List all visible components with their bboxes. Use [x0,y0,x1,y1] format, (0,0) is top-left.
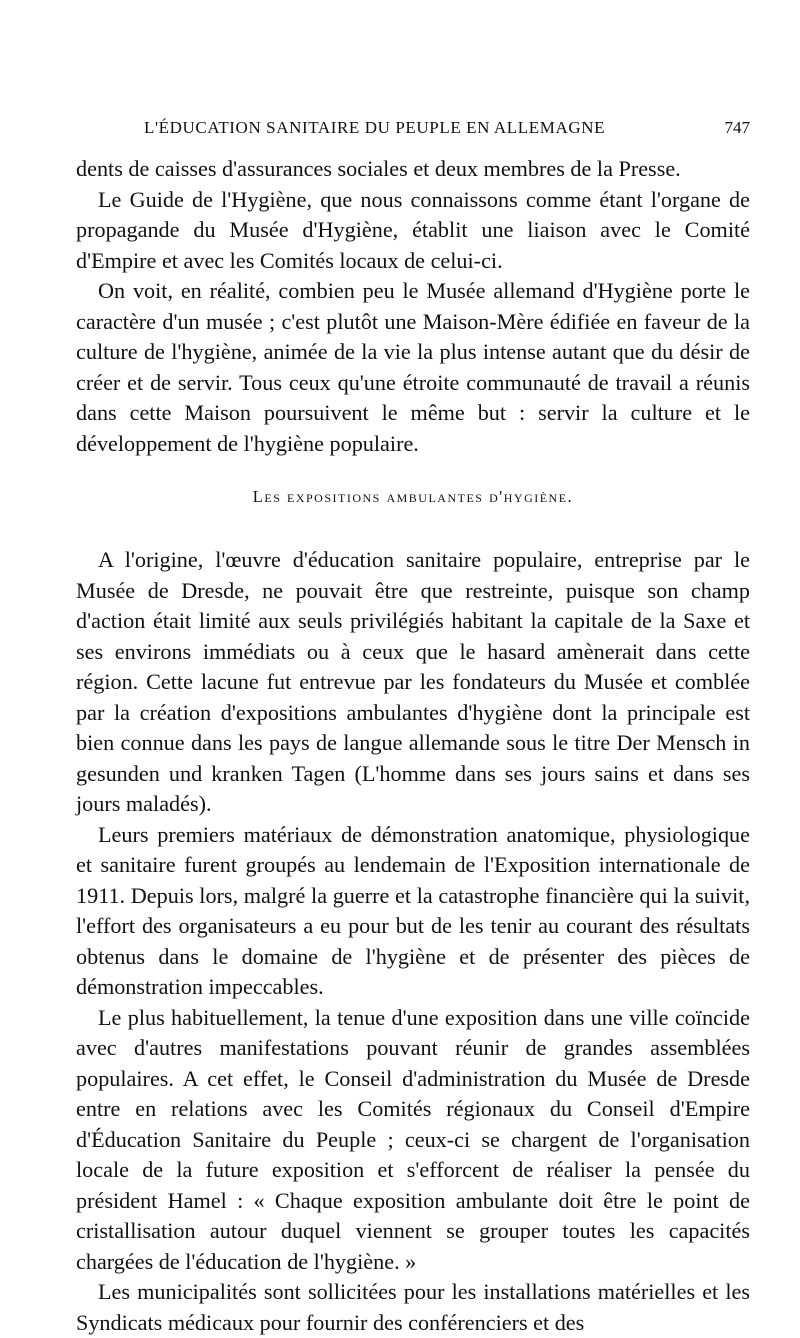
paragraph: On voit, en réalité, combien peu le Musée allemand d'Hygiène porte le caractère d'un musée ; c'est plutôt une Maison-Mère édifiée en faveur de la culture de l'hygiène, animée de la vie la plus intense autant que du désir de créer et de servir. Tous ceux qu'une étroite communauté de travail a réunis dans cette Maison poursuivent le même but : servir la culture et le développement de l'hygiène populaire. [76,278,750,456]
paragraph: Le Guide de l'Hygiène, que nous connaissons comme étant l'organe de propagande du Musée d'Hygiène, établit une liaison avec le Comité d'Empire et avec les Comités locaux de celui-ci. [76,186,750,273]
paragraph: Les municipalités sont sollicitées pour les installations matérielles et les Syndicats médicaux pour fournir des conférenciers et des [76,1279,750,1335]
paragraph: dents de caisses d'assurances sociales et deux membres de la Presse. [76,156,681,181]
page-number: 747 [724,118,750,137]
paragraph: A l'origine, l'œuvre d'éducation sanitaire populaire, entreprise par le Musée de Dresde, ne pouvait être que restreinte, puisque son champ d'action était limité aux seuls privilégiés habitant la capitale de la Saxe et ses environs immédiats ou à ceux que le hasard amènerait dans cette région. Cette lacune fut entrevue par les fondateurs du Musée et comblée par la création d'expositions ambulantes d'hygiène dont la principale est bien connue dans les pays de langue allemande sous le titre Der Mensch in gesunden und kranken Tagen (L'homme dans ses jours sains et dans ses jours maladés). [76,547,750,816]
running-title: L'ÉDUCATION SANITAIRE DU PEUPLE EN ALLEMAGNE [144,118,606,137]
running-head [76,118,750,138]
section-title: Les expositions ambulantes d'hygiène. [252,487,574,506]
paragraph: Leurs premiers matériaux de démonstration anatomique, physiologique et sanitaire furent groupés au lendemain de l'Exposition internationale de 1911. Depuis lors, malgré la guerre et la catastrophe financière qui la suivit, l'effort des organisateurs a eu pour but de les tenir au courant des résultats obtenus dans le domaine de l'hygiène et de présenter des pièces de démonstration impeccables. [76,821,750,999]
paragraph: Le plus habituellement, la tenue d'une exposition dans une ville coïncide avec d'autres manifestations pouvant réunir de grandes assemblées populaires. A cet effet, le Conseil d'administration du Musée de Dresde entre en relations avec les Comités régionaux du Conseil d'Empire d'Éducation Sanitaire du Peuple ; ceux-ci se chargent de l'organisation locale de la future exposition et s'efforcent de réaliser la pensée du président Hamel : « Chaque exposition ambulante doit être le point de cristallisation autour duquel viennent se grouper toutes les capacités chargées de l'éducation de l'hygiène. » [76,1004,750,1274]
book-page [76,118,750,1338]
